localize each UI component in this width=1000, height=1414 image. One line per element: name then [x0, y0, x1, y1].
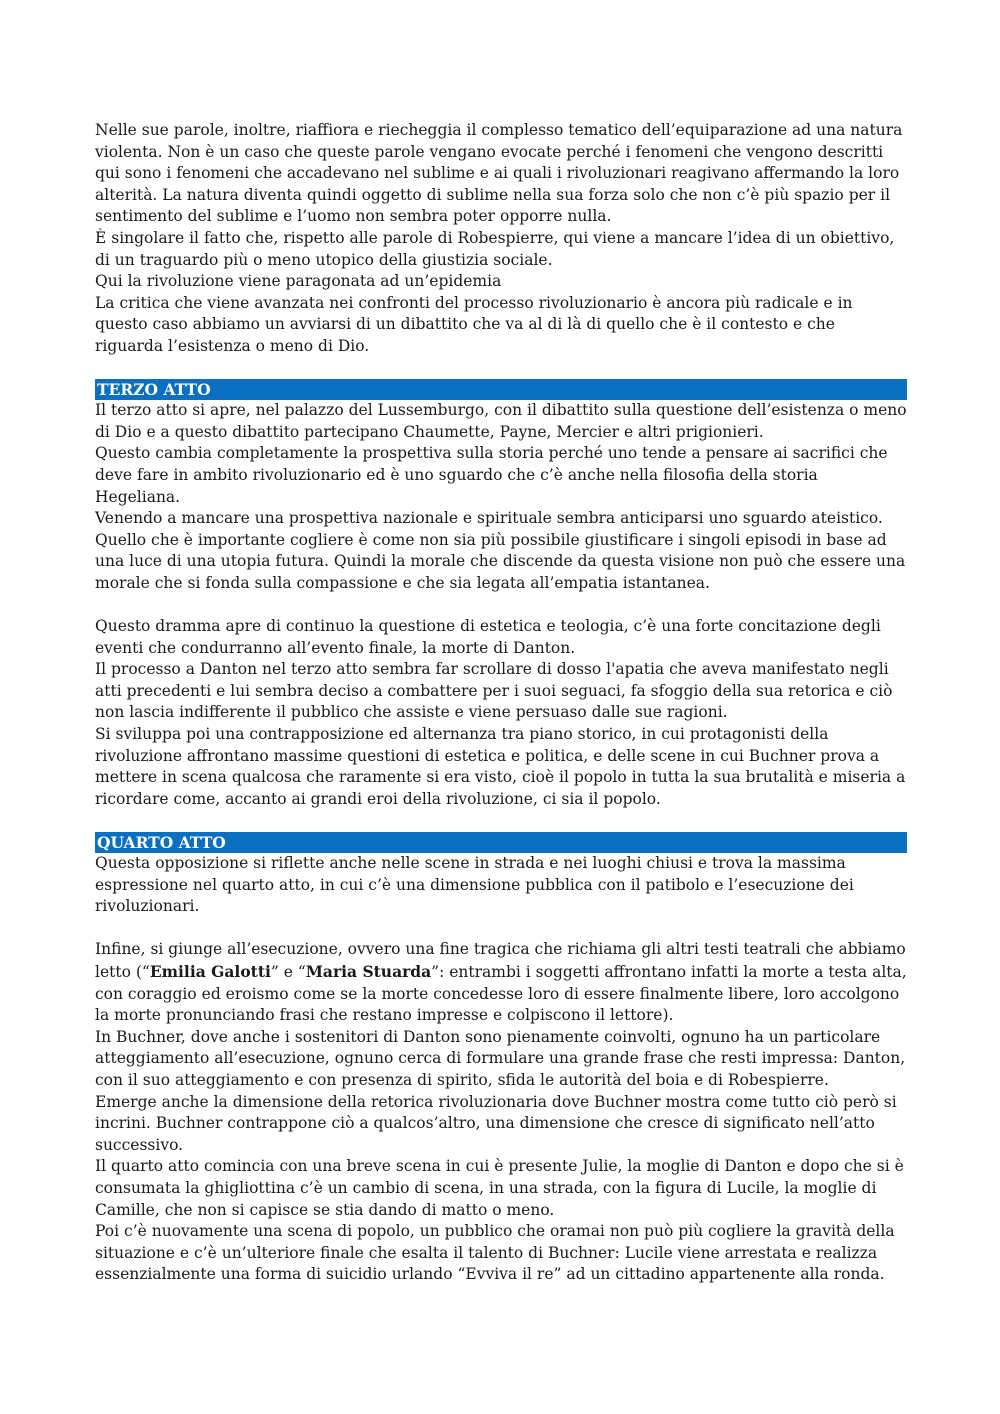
paragraph: È singolare il fatto che, rispetto alle parole di Robespierre, qui viene a mancare l’idea di un obiettivo, di un traguardo più o meno utopico della giustizia sociale. [95, 228, 895, 269]
paragraph: Nelle sue parole, inoltre, riaffiora e riecheggia il complesso tematico dell’equiparazione ad una natura violenta. Non è un caso che queste parole vengano evocate perché i fenomeni che vengono descritti qui sono i fenomeni che accadevano nel sublime e ai quali i rivoluzionari reagivano affermando la loro alterità. La natura diventa quindi oggetto di sublime nella sua forza solo che non c’è più spazio per il sentimento del sublime e l’uomo non sembra poter opporre nulla. [95, 121, 903, 226]
paragraph-with-titles [95, 939, 907, 1026]
paragraph: Questo cambia completamente la prospettiva sulla storia perché uno tende a pensare ai sacrifici che deve fare in ambito rivoluzionario ed è uno sguardo che c’è anche nella filosofia della storia Hegeliana. [95, 444, 888, 506]
paragraph: Questa opposizione si riflette anche nelle scene in strada e nei luoghi chiusi e trova la massima espressione nel quarto atto, in cui c’è una dimensione pubblica con il patibolo e l’esecuzione dei rivoluzionari. [95, 854, 854, 916]
paragraph: Il terzo atto si apre, nel palazzo del Lussemburgo, con il dibattito sulla questione dell’esistenza o meno di Dio e a questo dibattito partecipano Chaumette, Payne, Mercier e altri prigionieri. [95, 401, 907, 441]
text-run: ”: entrambi i soggetti affrontano infatti la morte a testa alta, con coraggio ed eroismo come se la morte concedesse loro di essere finalmente libere, loro accolgono la morte pronunciando frasi che restano impresse e colpiscono il lettore). [95, 962, 907, 1025]
paragraph: Questo dramma apre di continuo la questione di estetica e teologia, c’è una forte concitazione degli eventi che condurranno all’evento finale, la morte di Danton. [95, 617, 881, 657]
paragraph: Si sviluppa poi una contrapposizione ed alternanza tra piano storico, in cui protagonisti della rivoluzione affrontano massime questioni di estetica e politica, e delle scene in cui Buchner prova a mettere in scena qualcosa che raramente si era visto, cioè il popolo in tutta la sua brutalità e miseria a ricordare come, accanto ai grandi eroi della rivoluzione, ci sia il popolo. [95, 725, 906, 808]
section-header-quarto-atto: QUARTO ATTO [95, 832, 907, 853]
paragraph: Quello che è importante cogliere è come non sia più possibile giustificare i singoli episodi in base ad una luce di una utopia futura. Quindi la morale che discende da questa visione non può che essere una morale che si fonda sulla compassione e che sia legata all’empatia istantanea. [95, 530, 906, 592]
paragraph: Emerge anche la dimensione della retorica rivoluzionaria dove Buchner mostra come tutto ciò però si incrini. Buchner contrappone ciò a qualcos’altro, una dimensione che cresce di significato nell’atto successivo. [95, 1092, 897, 1154]
paragraph-gap [95, 810, 907, 832]
paragraph: Il quarto atto comincia con una breve scena in cui è presente Julie, la moglie di Danton e dopo che si è consumata la ghigliottina c’è un cambio di scena, in una strada, con la figura di Lucile, la moglie di Camille, che non si capisce se stia dando di matto o meno. [95, 1157, 904, 1219]
section-header-terzo-atto: TERZO ATTO [95, 379, 907, 400]
paragraph: Qui la rivoluzione viene paragonata ad un’epidemia [95, 272, 502, 291]
paragraph: Poi c’è nuovamente una scena di popolo, un pubblico che oramai non può più cogliere la gravità della situazione e c’è un’ulteriore finale che esalta il talento di Buchner: Lucile viene arrestata e realizza essenzialmente una forma di suicidio urlando “Evviva il re” ad un cittadino appartenente alla ronda. [95, 1222, 895, 1284]
bold-title-emilia-galotti: Emilia Galotti [149, 961, 271, 981]
text-run: ” e “ [270, 962, 306, 981]
paragraph-gap [95, 358, 907, 380]
text-run: Infine, si giunge all’esecuzione, ovvero una fine tragica che richiama gli altri testi teatrali che abbiamo letto (“ [95, 940, 906, 981]
paragraph: Venendo a mancare una prospettiva nazionale e spirituale sembra anticiparsi uno sguardo ateistico. [95, 509, 883, 528]
paragraph: La critica che viene avanzata nei confronti del processo rivoluzionario è ancora più radicale e in questo caso abbiamo un avviarsi di un dibattito che va al di là di quello che è il contesto e che riguarda l’esistenza o meno di Dio. [95, 293, 853, 355]
paragraph-gap [95, 594, 907, 616]
paragraph-gap [95, 918, 907, 940]
paragraph: In Buchner, dove anche i sostenitori di Danton sono pienamente coinvolti, ognuno ha un particolare atteggiamento all’esecuzione, ognuno cerca di formulare una grande frase che resti impressa: Danton, con il suo atteggiamento e con presenza di spirito, sfida le autorità del boia e di Robespierre. [95, 1027, 906, 1089]
bold-title-maria-stuarda: Maria Stuarda [305, 961, 432, 981]
document-page [95, 120, 907, 1286]
paragraph: Il processo a Danton nel terzo atto sembra far scrollare di dosso l'apatia che aveva manifestato negli atti precedenti e lui sembra deciso a combattere per i suoi seguaci, fa sfoggio della sua retorica e ciò non lascia indifferente il pubblico che assiste e viene persuaso dalle sue ragioni. [95, 660, 893, 722]
